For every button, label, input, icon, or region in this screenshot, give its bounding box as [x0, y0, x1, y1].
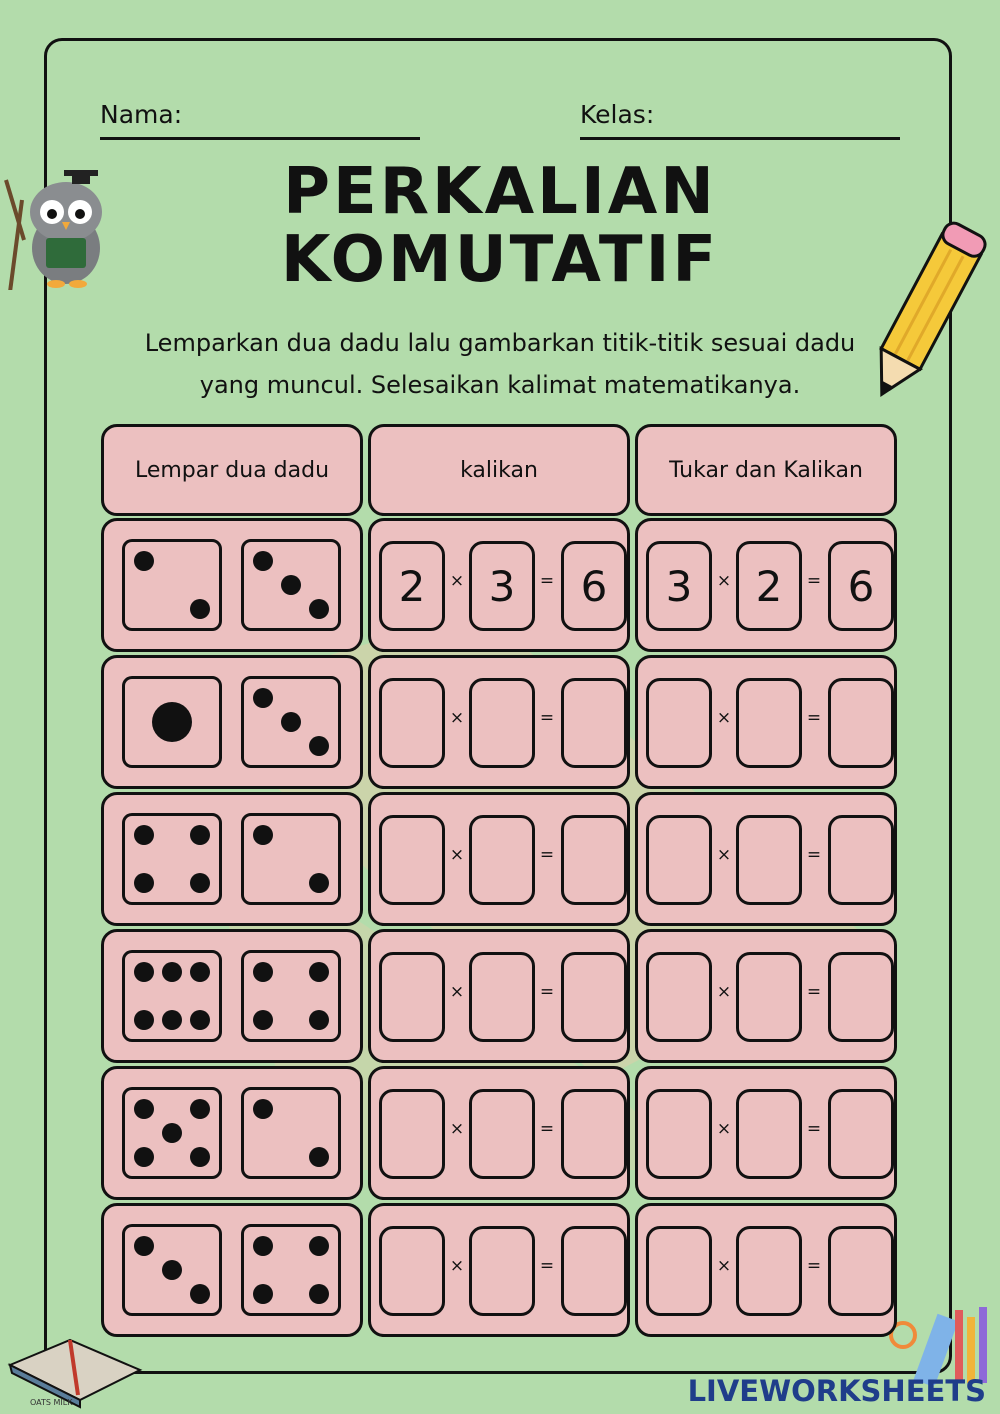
times-symbol: × [449, 708, 465, 728]
equals-symbol: = [539, 1119, 555, 1139]
times-symbol: × [716, 571, 732, 591]
factor-box[interactable] [736, 678, 802, 768]
answer-box[interactable] [561, 678, 627, 768]
die-pip [162, 1010, 182, 1030]
name-label: Nama: [100, 100, 183, 129]
equals-symbol: = [806, 982, 822, 1002]
die-4 [241, 950, 341, 1042]
equals-symbol: = [539, 845, 555, 865]
answer-box[interactable] [561, 815, 627, 905]
dice-cell [101, 1203, 363, 1337]
factor-box[interactable] [646, 678, 712, 768]
pencil-icon [862, 205, 992, 420]
times-symbol: × [716, 708, 732, 728]
name-line[interactable] [100, 137, 420, 140]
equals-symbol: = [806, 845, 822, 865]
die-pip [134, 1147, 154, 1167]
column-header: kalikan [368, 424, 630, 516]
owl-teacher-icon [0, 160, 115, 290]
die-pip [190, 1010, 210, 1030]
dice-cell [101, 929, 363, 1063]
dice-cell [101, 655, 363, 789]
dice-cell [101, 518, 363, 652]
times-symbol: × [449, 982, 465, 1002]
die-pip [309, 736, 329, 756]
die-2 [241, 1087, 341, 1179]
die-pip [309, 1147, 329, 1167]
swap-multiply-cell [635, 655, 897, 789]
factor-box[interactable] [736, 1089, 802, 1179]
factor-box[interactable]: 3 [646, 541, 712, 631]
die-pip [152, 702, 192, 742]
factor-box[interactable] [469, 952, 535, 1042]
die-pip [134, 873, 154, 893]
swap-multiply-cell [635, 1203, 897, 1337]
factor-box[interactable] [379, 1089, 445, 1179]
factor-box[interactable] [736, 1226, 802, 1316]
die-3 [241, 676, 341, 768]
times-symbol: × [716, 982, 732, 1002]
factor-box[interactable] [379, 815, 445, 905]
factor-box[interactable] [736, 952, 802, 1042]
equals-symbol: = [806, 1119, 822, 1139]
school-supplies-icon [885, 1305, 1000, 1385]
die-pip [134, 1236, 154, 1256]
column-header: Lempar dua dadu [101, 424, 363, 516]
die-pip [190, 962, 210, 982]
instruction-line2: yang muncul. Selesaikan kalimat matematikanya. [199, 371, 801, 399]
die-pip [253, 551, 273, 571]
die-pip [190, 1099, 210, 1119]
answer-box[interactable] [828, 815, 894, 905]
times-symbol: × [716, 1119, 732, 1139]
die-pip [309, 1236, 329, 1256]
die-pip [190, 1147, 210, 1167]
multiply-cell [368, 655, 630, 789]
multiply-cell [368, 929, 630, 1063]
factor-box[interactable]: 2 [379, 541, 445, 631]
die-pip [162, 1123, 182, 1143]
answer-box[interactable] [828, 1089, 894, 1179]
answer-box[interactable] [561, 952, 627, 1042]
equals-symbol: = [539, 1256, 555, 1276]
die-pip [134, 551, 154, 571]
die-2 [122, 539, 222, 631]
die-pip [134, 1010, 154, 1030]
die-pip [309, 599, 329, 619]
die-pip [253, 1099, 273, 1119]
die-pip [253, 1236, 273, 1256]
die-1 [122, 676, 222, 768]
die-3 [122, 1224, 222, 1316]
times-symbol: × [716, 1256, 732, 1276]
book-icon [0, 1325, 145, 1410]
times-symbol: × [449, 1119, 465, 1139]
die-pip [190, 599, 210, 619]
die-pip [309, 962, 329, 982]
factor-box[interactable] [646, 815, 712, 905]
die-pip [190, 1284, 210, 1304]
die-pip [281, 575, 301, 595]
equals-symbol: = [539, 708, 555, 728]
answer-box[interactable]: 6 [828, 541, 894, 631]
die-pip [134, 825, 154, 845]
factor-box[interactable] [646, 952, 712, 1042]
equals-symbol: = [539, 571, 555, 591]
equals-symbol: = [806, 571, 822, 591]
die-pip [253, 688, 273, 708]
swap-multiply-cell [635, 792, 897, 926]
answer-box[interactable] [561, 1226, 627, 1316]
answer-box[interactable] [828, 678, 894, 768]
factor-box[interactable]: 3 [469, 541, 535, 631]
die-5 [122, 1087, 222, 1179]
instruction-line1: Lemparkan dua dadu lalu gambarkan titik-titik sesuai dadu [144, 329, 856, 357]
swap-multiply-cell [635, 518, 897, 652]
factor-box[interactable] [379, 952, 445, 1042]
die-pip [134, 1099, 154, 1119]
answer-box[interactable] [561, 1089, 627, 1179]
class-label: Kelas: [580, 100, 655, 129]
die-pip [190, 873, 210, 893]
column-header: Tukar dan Kalikan [635, 424, 897, 516]
factor-box[interactable] [469, 815, 535, 905]
die-pip [309, 1284, 329, 1304]
die-pip [253, 1284, 273, 1304]
equals-symbol: = [806, 1256, 822, 1276]
factor-box[interactable] [469, 1226, 535, 1316]
factor-box[interactable] [736, 815, 802, 905]
title-line1: PERKALIAN [283, 155, 717, 229]
factor-box[interactable] [646, 1226, 712, 1316]
die-pip [134, 962, 154, 982]
answer-box[interactable] [828, 1226, 894, 1316]
die-pip [162, 962, 182, 982]
factor-box[interactable] [379, 1226, 445, 1316]
equals-symbol: = [539, 982, 555, 1002]
die-pip [162, 1260, 182, 1280]
dice-cell [101, 792, 363, 926]
factor-box[interactable] [469, 1089, 535, 1179]
swap-multiply-cell [635, 1066, 897, 1200]
die-pip [190, 825, 210, 845]
answer-box[interactable]: 6 [561, 541, 627, 631]
factor-box[interactable] [379, 678, 445, 768]
times-symbol: × [449, 1256, 465, 1276]
die-pip [253, 1010, 273, 1030]
answer-box[interactable] [828, 952, 894, 1042]
die-4 [122, 813, 222, 905]
times-symbol: × [716, 845, 732, 865]
equals-symbol: = [806, 708, 822, 728]
multiply-cell [368, 1203, 630, 1337]
die-pip [309, 873, 329, 893]
die-pip [309, 1010, 329, 1030]
multiply-cell [368, 1066, 630, 1200]
book-cover-text: OATS MILK [30, 1398, 73, 1407]
factor-box[interactable]: 2 [736, 541, 802, 631]
die-pip [253, 962, 273, 982]
die-pip [253, 825, 273, 845]
die-pip [281, 712, 301, 732]
class-line[interactable] [580, 137, 900, 140]
swap-multiply-cell [635, 929, 897, 1063]
die-6 [122, 950, 222, 1042]
factor-box[interactable] [646, 1089, 712, 1179]
liveworksheets-logo: LIVEWORKSHEETS [687, 1374, 986, 1408]
times-symbol: × [449, 571, 465, 591]
die-2 [241, 813, 341, 905]
multiply-cell [368, 518, 630, 652]
title-line2: KOMUTATIF [280, 223, 720, 297]
die-4 [241, 1224, 341, 1316]
times-symbol: × [449, 845, 465, 865]
factor-box[interactable] [469, 678, 535, 768]
die-3 [241, 539, 341, 631]
multiply-cell [368, 792, 630, 926]
dice-cell [101, 1066, 363, 1200]
